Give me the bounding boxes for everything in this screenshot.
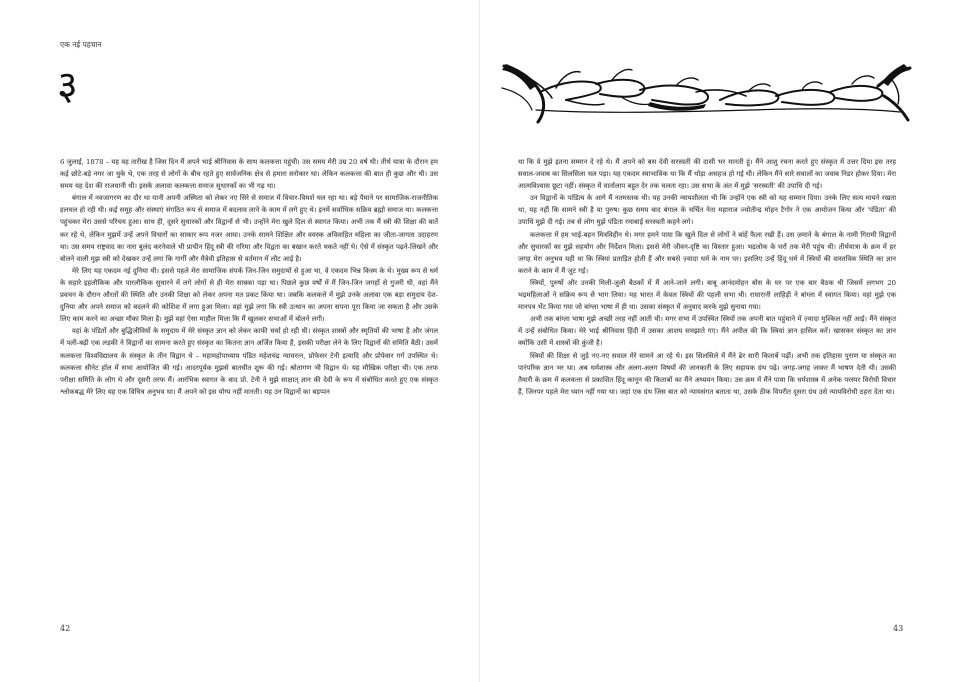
paragraph: वहां के पंडितों और बुद्धिजीवियों के समुदाय में मेरे संस्कृत ज्ञान को लेकर काफी चर्चा हो रही थी। संस्कृत शास्त्रों और स्मृतियों की भाषा है और जंगल में पली-बढ़ी एक लड़की ने विद्वानों का सामना करते हुए संस्कृत का कितना ज्ञान अर्जित किया है, इसकी परीक्षा लेने के लिए विद्वानों की समिति बैठी। उसमें कलकत्ता विश्वविद्यालय के संस्कृत के तीन विद्वान थे – महामहोपाध्याय पंडित महेशचंद्र न्यायरत्न, प्रोफेसर टेनी इत्यादि और प्रोफेसर गर्ग उपस्थित थे। कलकत्ता सीनेट हॉल में सभा आयोजित की गई। आदरपूर्वक मुझसे बातचीत शुरू की गई। श्रोतागण भी विद्वान थे। यह मौखिक परीक्षा थी। एक तरफ परीक्षा समिति के लोग थे और दूसरी तरफ मैं। आरंभिक स्वागत के बाद प्रो. टेनी ने मुझे साक्षात् ज्ञान की देवी के रूप में संबोधित करते हुए एक संस्कृत श्लोकबद्ध मेरे लिए यह एक विचित्र अनुभव था। मैं अपने को इस योग्य नहीं मानती। यह उन विद्वानों का बड़प्पन [60,327,438,396]
paragraph: था कि वे मुझे इतना सम्मान दे रहे थे। मैं अपने को बस देवी सरस्वती की दासी भर मानती हूं। मैंने आशु रचना करते हुए संस्कृत में उत्तर दिया इस तरह सवाल-जवाब का सिलसिला चल पड़ा। यह एकदम स्वाभाविक था कि मैं थोड़ा असहज हो गई थी। लेकिन मैंने सारे सवालों का जवाब निडर होकर दिया। मेरा आत्मविश्वास छूटा नहीं। संस्कृत में वार्तालाप बहुत देर तक चलता रहा। उस सभा के अंत में मुझे 'सरस्वती' की उपाधि दी गई। [518,158,896,191]
chapter-number: ३ [57,63,78,109]
left-body-text [60,156,438,398]
paragraph: उन विद्वानों के पांडित्य के आगे मैं नतमस्तक थी। यह उनकी न्यायशीलता थी कि उन्होंने एक स्त्री को यह सम्मान दिया। उनके लिए सत्य मायने रखता था, यह नहीं कि सामने स्त्री है या पुरुष। कुछ समय बाद बंगाल के चर्चित नेता महाराज ज्योतीन्द्र मोहन टैगोर ने एक आयोजन किया और 'पंडिता' की उपाधि मुझे दी गई। तब से लोग मुझे पंडिता रमाबाई सरस्वती कहने लगे। [518,194,896,227]
paragraph: मेरे लिए यह एकदम नई दुनिया थी। इससे पहले मेरा सामाजिक संपर्क जिन-जिन समुदायों से हुआ था, वे एकदम भिन्न किस्म के थे। मुख्य रूप से धर्म के सहारे इहलौकिक और पारलौकिक सुधारने में लगे लोगों से ही मेरा साबका पड़ा था। पिछले कुछ वर्षों में मैं जिन-जिन जगहों से गुजरी थी, वहां मैंने प्रवचन के दौरान औरतों की स्थिति और उनकी शिक्षा को लेकर अपना मत प्रकट किया था। जबकि कलकत्ते में मुझे उनके अलावा एक बड़ा समुदाय देश-दुनिया और अपने समाज को बदलने की कोशिश में लगा हुआ मिला। वहां मुझे लगा कि स्त्री उत्थान का अपना सपना पूरा किया जा सकता है और उसके लिए काम करने का अच्छा मौका मिला है। मुझे वहां ऐसा माहौल मिला कि मैं खुलकर सभाओं में बोलने लगी। [60,266,438,324]
page-number-right: 43 [893,624,904,633]
running-head: एक नई पहचान [60,40,102,49]
page-number-left: 42 [60,624,71,633]
paragraph: बंगाल में नवजागरण का दौर था यानी अपनी अस्मिता को लेकर नए सिरे से समाज में विचार-विमर्श चल रहा था। बड़े पैमाने पर सामाजिक-राजनीतिक हलचल हो रही थी। कई समूह और संस्थाएं संगठित रूप से समाज में बदलाव लाने के काम में लगे हुए थे। इनमें सर्वाधिक सक्रिय ब्रह्मो समाज था। कलकत्ता पहुंचकर मेरा उससे परिचय हुआ। साथ ही, दूसरे सुधारकों और विद्वानों से भी। उन्होंने मेरा खुले दिल से स्वागत किया। अभी तक मैं स्त्री की शिक्षा की बातें कर रहे थे, लेकिन मुझमें उन्हें अपने विचारों का साकार रूप नजर आया। उनके सामने शिक्षित और वयस्क अविवाहित महिला का जीता-जागता उदाहरण था। उस समय राष्ट्रवाद का नारा बुलंद करनेवाले भी प्राचीन हिंदू स्त्री की गरिमा और विद्वता का बखान करते थकते नहीं थे। ऐसे में संस्कृत पढ़ने-लिखने और बोलने वाली मुझ स्त्री को देखकर उन्हें लगा कि गार्गी और मैत्रेयी इतिहास से वर्तमान में लौट आई है। [60,194,438,263]
paragraph: स्त्रियों, पुरुषों और उनकी मिली-जुली बैठकों में मैं आने-जाने लगी। बाबू आनंदमोहन बोस के घर पर एक बार बैठक थी जिसमें लगभग 20 भद्रमहिलाओं ने सक्रिय रूप से भाग लिया। यह भारत में केवल स्त्रियों की पहली सभा थी। राधारानी लाहिड़ी ने बांग्ला में स्वागत किया। वहां मुझे एक मानपत्र भेंट किया गया जो बांग्ला भाषा में ही था। उसका संस्कृत में अनुवाद करके मुझे सुनाया गया। [518,278,896,312]
right-body-text [518,156,896,398]
paragraph: अभी तक बांग्ला भाषा मुझे अच्छी तरह नहीं आती थी। मगर सभा में उपस्थित स्त्रियों तक अपनी बात पहुंचाने में ज़्यादा मुश्किल नहीं आई। मैंने संस्कृत में उन्हें संबोधित किया। मेरे भाई श्रीनिवास हिंदी में उसका आशय समझाते गए। मैंने अपील की कि स्त्रियां ज्ञान हासिल करें। खासकर संस्कृत का ज्ञान क्योंकि उसी में शास्त्रों की कुंजी है। [518,315,896,348]
paragraph: स्त्रियों की शिक्षा से जुड़े नए-नए सवाल मेरे सामने आ रहे थे। इस सिलसिले में मैंने ढेर सारी किताबें पढ़ीं। अभी तक इतिहास पुराण या संस्कृत का पारंपरिक ज्ञान भर था। अब धर्मशास्त्र और अलग-अलग विषयों की जानकारी के लिए सहायक ग्रंथ पढ़े। जगह-जगह जाकर मैं भाषण देती थी। उसकी तैयारी के क्रम में कलकत्ता से प्रकाशित हिंदू कानून की किताबों का मैंने अध्ययन किया। उस क्रम में मैंने पाया कि धर्मशास्त्र में अनेक परस्पर विरोधी विचार हैं, जिनपर पहले मेरा ध्यान नहीं गया था। जहां एक ग्रंथ जिस बात को न्यायसंगत बताता था, उसके ठीक विपरीत दूसरा ग्रंथ उसे न्यायविरोधी ठहरा देता था। [518,351,896,396]
hands-illustration [500,62,912,132]
paragraph: 6 जुलाई, 1878 – यह वह तारीख है जिस दिन मैं अपने भाई श्रीनिवास के साथ कलकत्ता पहुंची। उस समय मेरी उम्र 20 वर्ष थी। तीर्थ यात्रा के दौरान हम कई छोटे-बड़े नगर जा चुके थे, एक तरह से लोगों के बीच रहते हुए सार्वजनिक क्षेत्र से हमारा सरोकार था। लेकिन कलकत्ता की बात ही कुछ और थी। उस समय यह देश की राजधानी थी। इसके अलावा कलकत्ता समाज सुधारकों का भी गढ़ था। [60,158,438,191]
paragraph: कलकत्ता में हम भाई-बहन मित्रविहीन थे। मगर हमने पाया कि खुले दिल से लोगों ने बांहें फैला रखी हैं। उस ज़माने के बंगाल के नामी गिरामी विद्वानों और सुधारकों का मुझे सहयोग और निर्देशन मिला। इससे मेरी जीवन-दृष्टि का विस्तार हुआ। भद्रलोक के घरों तक मेरी पहुंच थी। तीर्थयात्रा के क्रम में हर जगह मेरा अनुभव यही था कि स्त्रियां प्रताड़ित होती हैं और सबसे ज़्यादा धर्म के नाम पर। इसलिए उन्हें हिंदू धर्म में स्त्रियों की वास्तविक स्थिति का ज्ञान कराने के काम में मैं जुट गई। [518,230,896,275]
left-page [0,0,479,682]
